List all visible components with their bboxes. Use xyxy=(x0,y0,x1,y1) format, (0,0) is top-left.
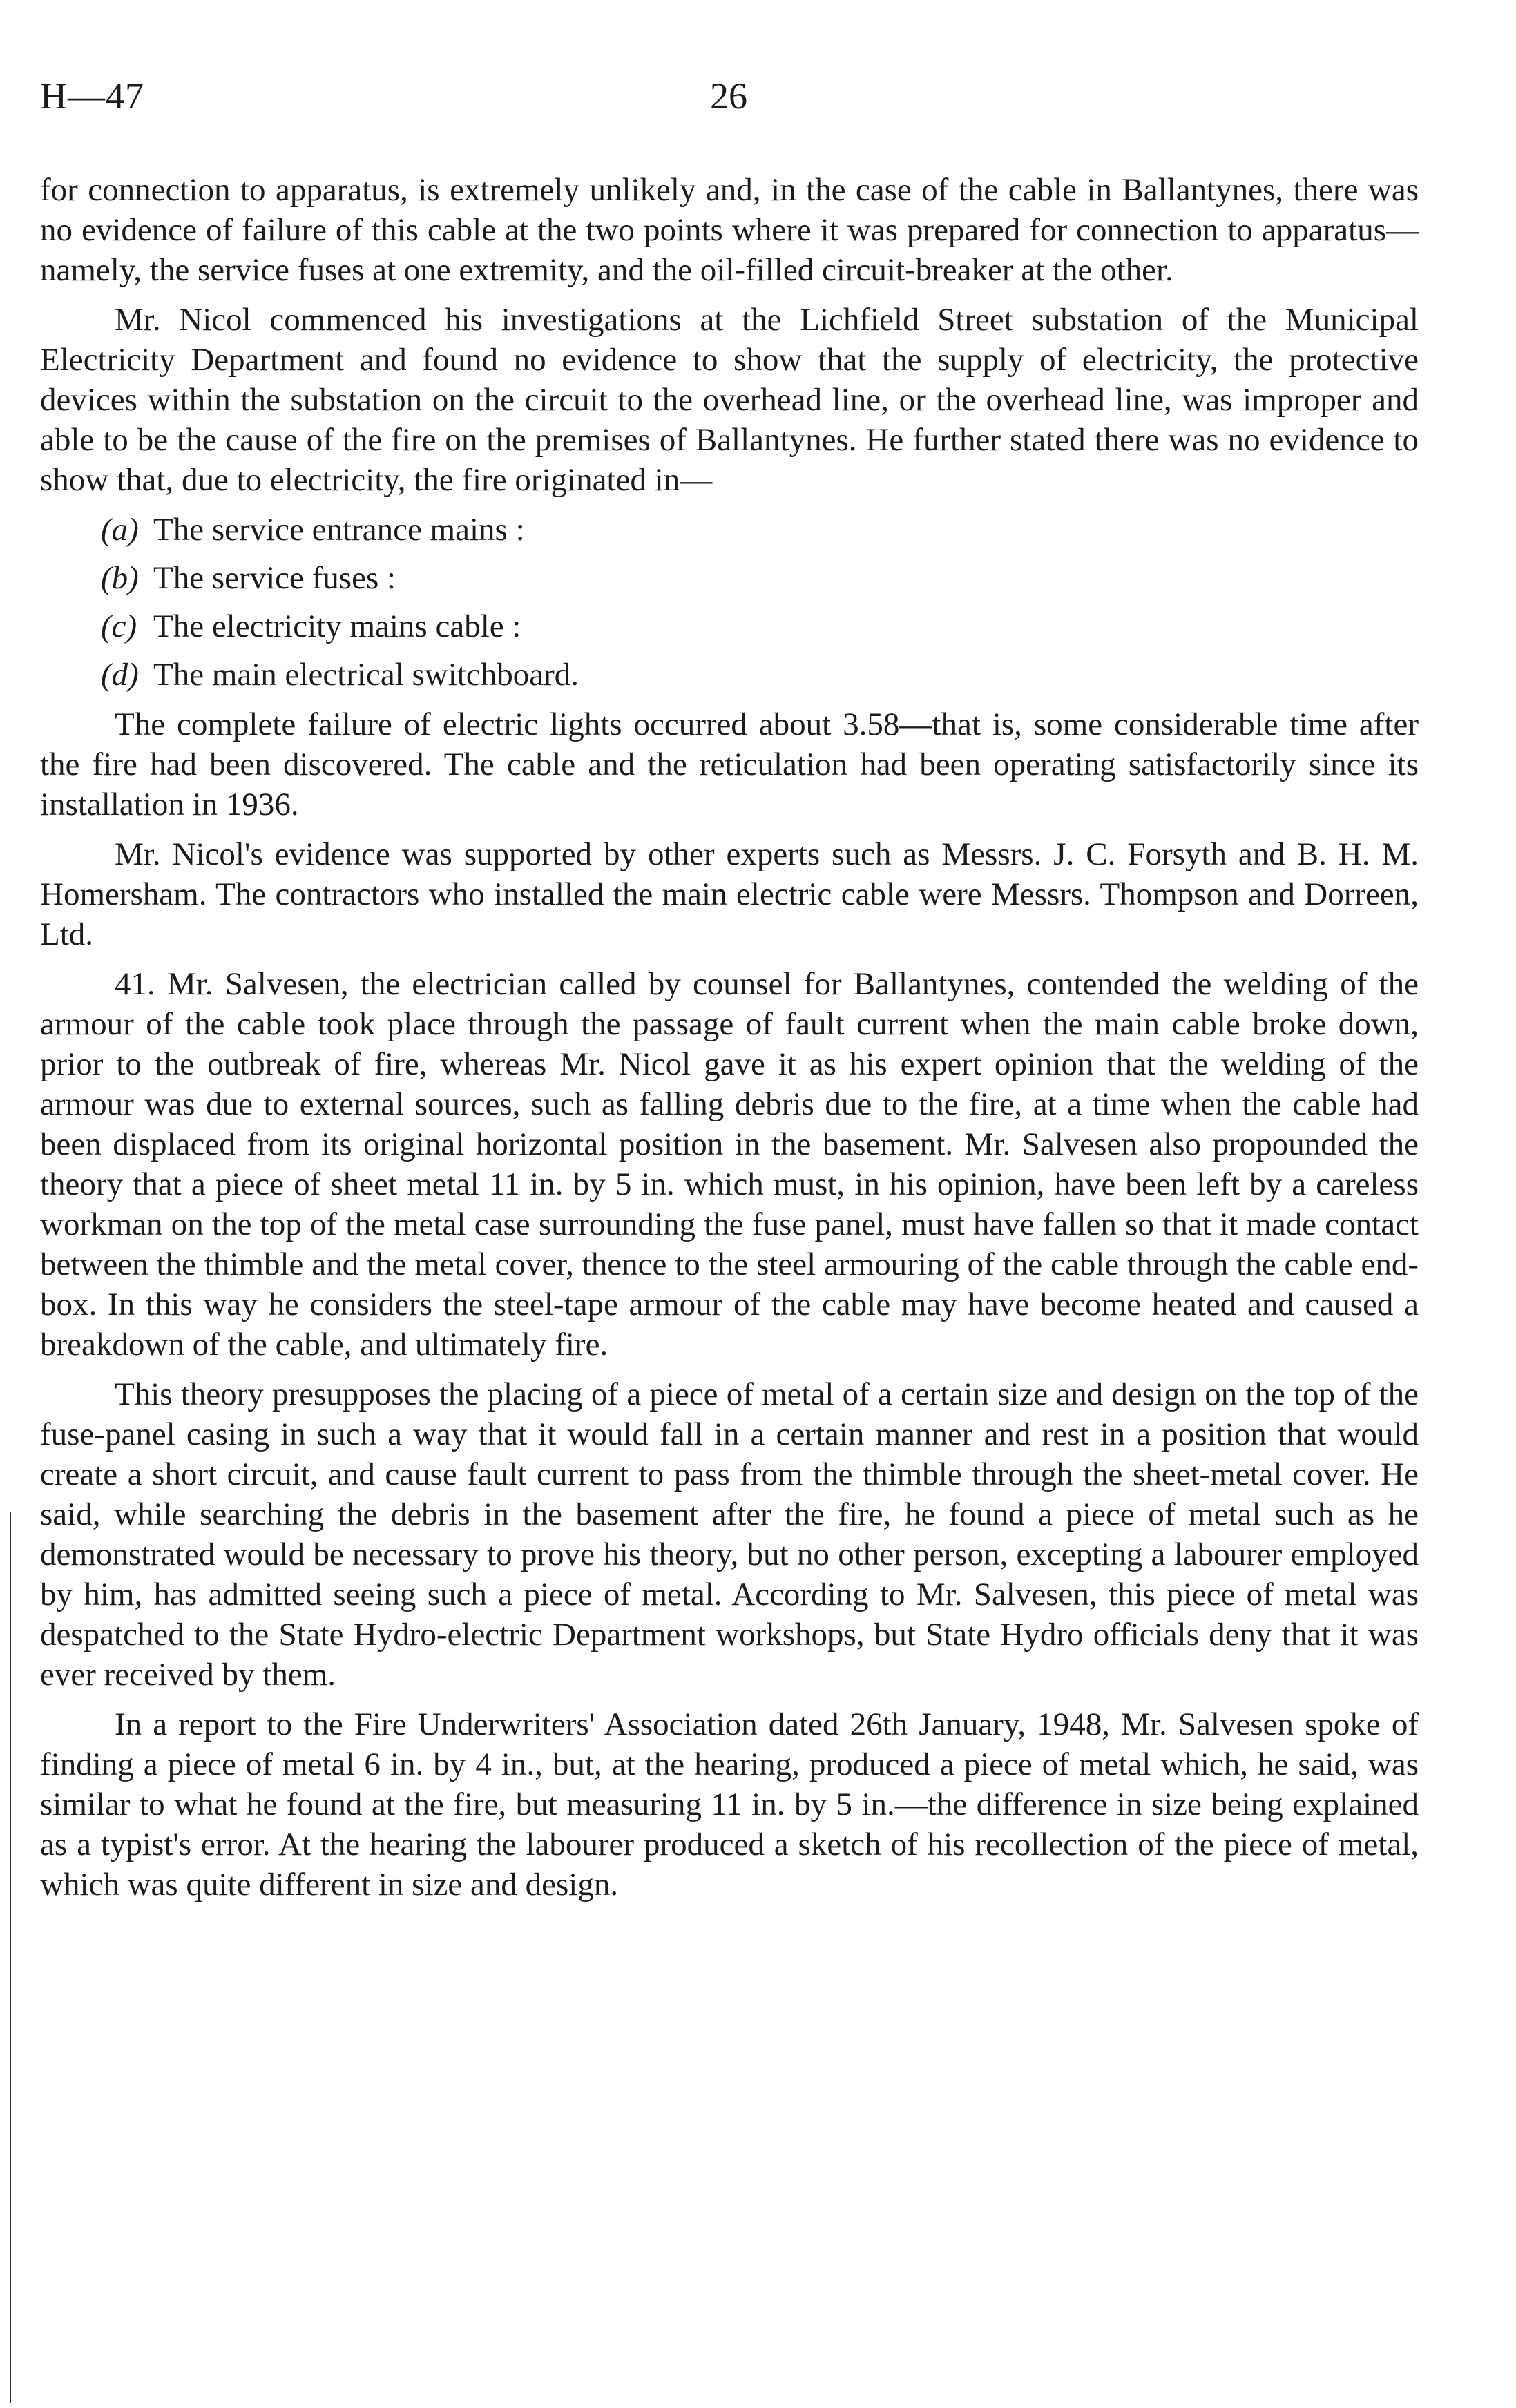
body-text xyxy=(40,170,1419,1914)
paragraph-supporting-experts: Mr. Nicol's evidence was supported by other experts such as Messrs. J. C. Forsyth and B. H. M. Homersham. The contractors who installed the main electric cable were Messrs. Thompson and Dorreen, Ltd. xyxy=(40,836,1419,952)
list-item xyxy=(101,510,1419,550)
list-item-text: The electricity mains cable : xyxy=(153,608,521,644)
list-marker: (a) xyxy=(101,512,139,548)
origin-list xyxy=(40,510,1419,695)
paragraph-nicol-investigation: Mr. Nicol commenced his investigations at the Lichfield Street substation of the Municipal Electricity Department and found no evidence to show that the supply of electricity, the protective devices within the substation on the circuit to the overhead line, or the overhead line, was improper and able to be the cause of the fire on the premises of Ballantynes. He further stated there was no evidence to show that, due to electricity, the fire originated in— xyxy=(40,302,1419,498)
list-item xyxy=(101,655,1419,695)
list-item-text: The service entrance mains : xyxy=(153,512,525,548)
paragraph-theory: This theory presupposes the placing of a piece of metal of a certain size and design on the top of the fuse-panel casing in such a way that it would fall in a certain manner and rest in a position that would create a short circuit, and cause fault current to pass from the thimble through the sheet-metal cover. He said, while searching the debris in the basement after the fire, he found a piece of metal such as he demonstrated would be necessary to prove his theory, but no other person, excepting a labourer employed by him, has admitted seeing such a piece of metal. According to Mr. Salvesen, this piece of metal was despatched to the State Hydro-electric Department workshops, but State Hydro officials deny that it was ever received by them. xyxy=(40,1376,1419,1693)
list-marker: (c) xyxy=(101,608,137,644)
list-item xyxy=(101,606,1419,646)
list-marker: (d) xyxy=(101,657,139,693)
list-item-text: The service fuses : xyxy=(153,560,396,596)
document-reference: H—47 xyxy=(40,75,144,117)
paragraph-continuation: for connection to apparatus, is extremely unlikely and, in the case of the cable in Ballantynes, there was no evidence of failure of this cable at the two points where it was prepared for connection to apparatus—namely, the service fuses at one extremity, and the oil-filled circuit-breaker at the other. xyxy=(40,172,1419,288)
list-item xyxy=(101,558,1419,598)
list-marker: (b) xyxy=(101,560,139,596)
paragraph-light-failure: The complete failure of electric lights occurred about 3.58—that is, some considerable time after the fire had been discovered. The cable and the reticulation had been operating satisfactorily since its installation in 1936. xyxy=(40,706,1419,822)
list-item-text: The main electrical switchboard. xyxy=(153,657,579,693)
paragraph-report: In a report to the Fire Underwriters' Association dated 26th January, 1948, Mr. Salvesen spoke of finding a piece of metal 6 in. by 4 in., but, at the hearing, produced a piece of metal which, he said, was similar to what he found at the fire, but measuring 11 in. by 5 in.—the difference in size being explained as a typist's error. At the hearing the labourer produced a sketch of his recollection of the piece of metal, which was quite different in size and design. xyxy=(40,1706,1419,1903)
paragraph-41-salvesen: 41. Mr. Salvesen, the electrician called by counsel for Ballantynes, contended the welding of the armour of the cable took place through the passage of fault current when the main cable broke down, prior to the outbreak of fire, whereas Mr. Nicol gave it as his expert opinion that the welding of the armour was due to external sources, such as falling debris due to the fire, at a time when the cable had been displaced from its original horizontal position in the basement. Mr. Salvesen also propounded the theory that a piece of sheet metal 11 in. by 5 in. which must, in his opinion, have been left by a careless workman on the top of the metal case surrounding the fuse panel, must have fallen so that it made contact between the thimble and the metal cover, thence to the steel armouring of the cable through the cable end-box. In this way he considers the steel-tape armour of the cable may have become heated and caused a breakdown of the cable, and ultimately fire. xyxy=(40,966,1419,1362)
page-number: 26 xyxy=(710,75,747,117)
margin-rule xyxy=(10,1512,11,2403)
page-header xyxy=(40,75,1421,130)
